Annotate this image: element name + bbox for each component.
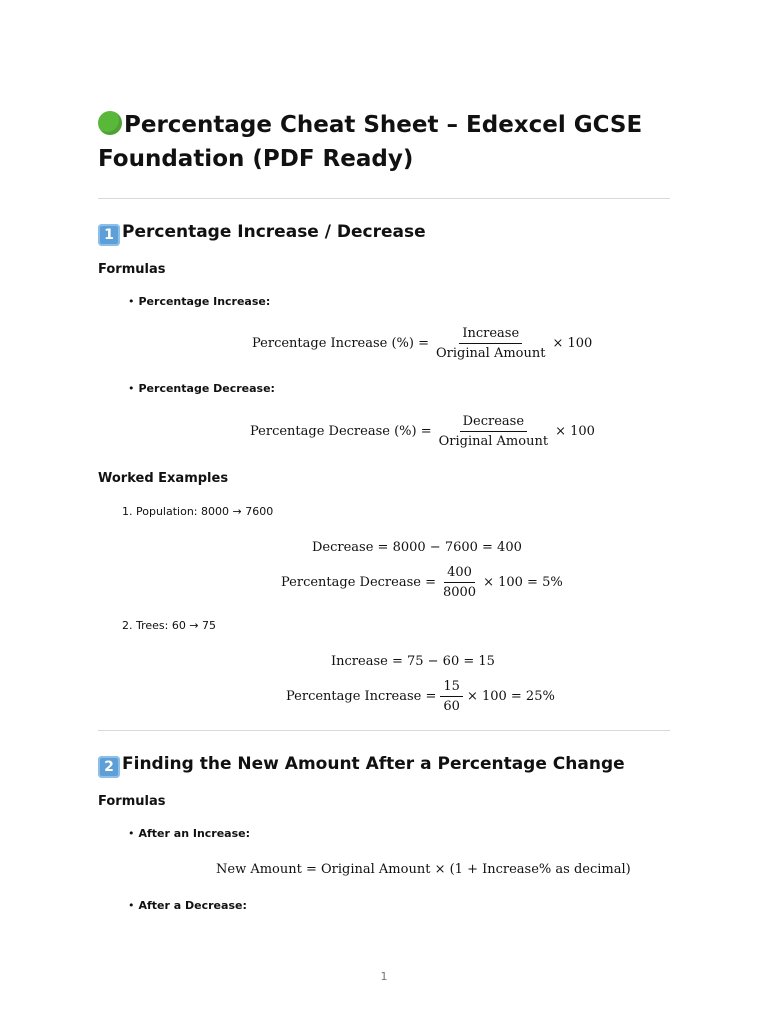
- bullet-percentage-increase: [128, 295, 270, 308]
- keycap-two-icon: 2: [98, 756, 120, 778]
- example-2-line-1: [331, 654, 495, 669]
- fraction-denominator: Original Amount: [436, 346, 546, 361]
- divider: [98, 198, 670, 199]
- example-2-line-2: [286, 679, 555, 714]
- page-title-text: Percentage Cheat Sheet – Edexcel GCSE Foundation (PDF Ready): [98, 112, 643, 172]
- formula-fraction: [440, 565, 479, 600]
- math-line: Increase = 75 − 60 = 15: [331, 654, 495, 669]
- bullet-icon: •: [128, 827, 135, 840]
- bullet-label: Percentage Decrease:: [138, 382, 275, 395]
- example-2-label: [122, 619, 216, 632]
- example-text: Trees: 60 → 75: [136, 619, 217, 632]
- section-heading-text: Percentage Increase / Decrease: [122, 222, 426, 242]
- divider: [98, 730, 670, 731]
- formula-new-amount-increase: [216, 862, 631, 877]
- formula-lhs: Percentage Increase =: [286, 689, 437, 704]
- example-1-line-1: [312, 540, 522, 555]
- section-heading-text: Finding the New Amount After a Percentage Change: [122, 754, 625, 774]
- formula-lhs: Percentage Decrease (%) =: [250, 424, 432, 439]
- formulas-heading: Formulas: [98, 794, 166, 809]
- math-line: New Amount = Original Amount × (1 + Increase% as decimal): [216, 862, 631, 877]
- fraction-denominator: 8000: [442, 585, 477, 600]
- formula-fraction: [440, 679, 463, 714]
- fraction-denominator: 60: [443, 699, 460, 714]
- formula-rhs: × 100: [552, 336, 593, 351]
- fraction-numerator: 400: [444, 565, 475, 583]
- fraction-denominator: Original Amount: [438, 434, 549, 449]
- formula-lhs: Percentage Increase (%) =: [252, 336, 430, 351]
- list-number: 1.: [122, 505, 133, 518]
- formula-lhs: Percentage Decrease =: [281, 575, 436, 590]
- page-title: [98, 108, 670, 176]
- list-number: 2.: [122, 619, 133, 632]
- bullet-percentage-decrease: [128, 382, 275, 395]
- formula-percentage-decrease: [250, 414, 595, 449]
- example-1-label: [122, 505, 273, 518]
- formula-fraction: [433, 326, 548, 361]
- math-line: Decrease = 8000 − 7600 = 400: [312, 540, 522, 555]
- bullet-label: After a Decrease:: [138, 899, 247, 912]
- formula-percentage-increase: [252, 326, 592, 361]
- fraction-numerator: 15: [440, 679, 463, 697]
- bullet-after-increase: [128, 827, 250, 840]
- fraction-numerator: Decrease: [460, 414, 527, 432]
- bullet-icon: •: [128, 899, 135, 912]
- bullet-icon: •: [128, 382, 135, 395]
- section-heading-1: [98, 220, 426, 246]
- worked-examples-heading: Worked Examples: [98, 471, 229, 486]
- formula-rhs: × 100: [555, 424, 595, 439]
- bullet-label: Percentage Increase:: [138, 295, 271, 308]
- example-text: Population: 8000 → 7600: [136, 505, 274, 518]
- formula-rhs: × 100 = 25%: [466, 689, 555, 704]
- bullet-label: After an Increase:: [138, 827, 251, 840]
- bullet-after-decrease: [128, 899, 247, 912]
- keycap-one-icon: 1: [98, 224, 120, 246]
- page-number: 1: [380, 970, 388, 983]
- formula-fraction: [436, 414, 551, 449]
- formulas-heading: Formulas: [98, 262, 166, 277]
- green-circle-icon: [98, 111, 122, 135]
- formula-rhs: × 100 = 5%: [483, 575, 563, 590]
- fraction-numerator: Increase: [459, 326, 522, 344]
- bullet-icon: •: [128, 295, 135, 308]
- example-1-line-2: [281, 565, 563, 600]
- section-heading-2: [98, 752, 625, 778]
